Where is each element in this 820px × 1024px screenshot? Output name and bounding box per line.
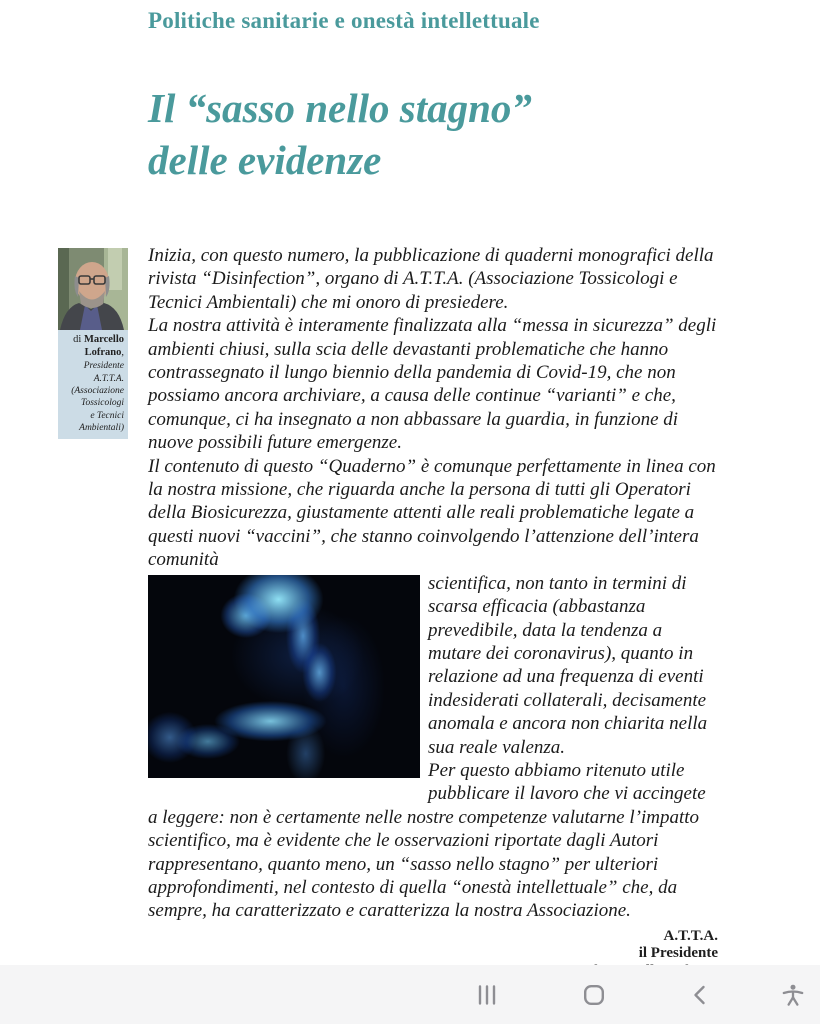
recent-apps-icon	[475, 983, 499, 1007]
accessibility-button[interactable]	[773, 975, 813, 1015]
author-name: Marcello Lofrano	[83, 334, 124, 359]
author-role: Presidente A.T.T.A. (Associazione Tossicologi e Tecnici Ambientali)	[71, 361, 124, 433]
signature-org: A.T.T.A.	[663, 927, 718, 944]
recent-apps-button[interactable]	[467, 975, 507, 1015]
author-byline: di Marcello Lofrano,	[73, 334, 124, 359]
paragraph: Per questo abbiamo ritenuto utile pubblicare il lavoro che vi accingete a leggere: non è certamente nelle nostre competenze valutarne l’impatto scientifico, ma è evidente che le osservazioni riportate dagli Autori rappresentano, quanto meno, un “sasso nello stagno” per ulteriori approfondimenti, nel contesto di quella “onestà intellettuale” che, da sempre, ha caratterizzato e caratterizza la nostra Associazione.	[148, 759, 706, 922]
signature-role: il Presidente	[638, 945, 718, 962]
back-icon	[689, 983, 713, 1007]
article-title	[148, 82, 532, 186]
android-navigation-bar	[0, 965, 820, 1024]
back-button[interactable]	[681, 975, 721, 1015]
accessibility-icon	[781, 983, 805, 1007]
article-body	[148, 244, 718, 980]
author-box	[58, 248, 128, 439]
home-icon	[582, 983, 606, 1007]
article-title-line1: Il “sasso nello stagno”	[148, 85, 532, 131]
paragraph: La nostra attività è interamente finalizzata alla “messa in sicurezza” degli ambienti chiusi, sulla scia delle devastanti problematiche che hanno contrassegnato il lungo biennio della pandemia di Covid-19, che non possiamo ancora archiviare, a causa delle continue “varianti” e che, comunque, ci ha insegnato a non abbassare la guardia, in funzione di nuove possibili future emergenze.	[148, 315, 717, 454]
paragraph: Inizia, con questo numero, la pubblicazione di quaderni monografici della rivista “Disinfection”, organo di A.T.T.A. (Associazione Tossicologi e Tecnici Ambientali) che mi onoro di presiedere.	[148, 245, 714, 313]
article-title-line2: delle evidenze	[148, 137, 382, 184]
paragraph: scientifica, non tanto in termini di scarsa efficacia (abbastanza prevedibile, data la tendenza a mutare dei coronavirus), quanto in relazione ad una frequenza di eventi indesiderati collaterali, decisamente anomala e ancora non chiarita nella sua reale valenza.	[428, 572, 708, 758]
home-button[interactable]	[574, 975, 614, 1015]
paragraph: Il contenuto di questo “Quaderno” è comunque perfettamente in linea con la nostra missione, che riguarda anche la persona di tutti gli Operatori della Biosicurezza, giustamente attenti alle reali problematiche legate a questi nuovi “vaccini”, che stanno coinvolgendo l’attenzione dell’intera comunità	[148, 455, 716, 571]
author-photo	[58, 248, 128, 330]
section-kicker: Politiche sanitarie e onestà intellettuale	[148, 8, 540, 33]
fluorescence-micrograph-image	[148, 575, 420, 778]
